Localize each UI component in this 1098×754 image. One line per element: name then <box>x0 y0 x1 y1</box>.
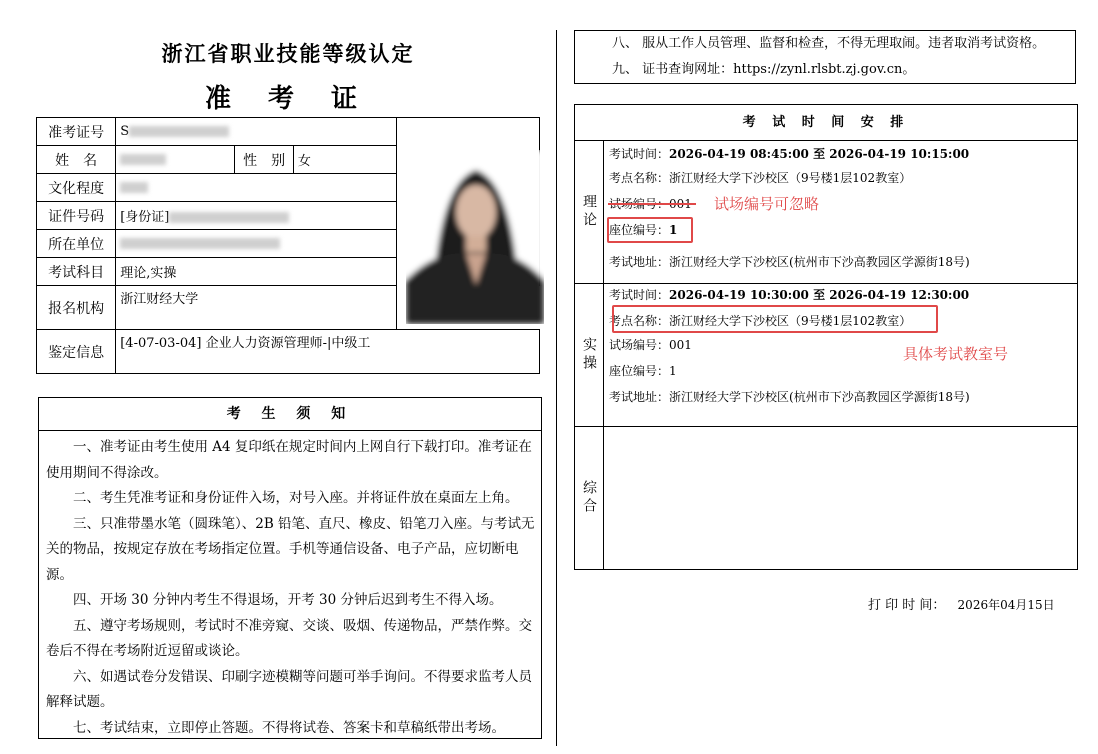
notice-heading: 考 生 须 知 <box>39 398 541 431</box>
agency-label: 报名机构 <box>37 286 116 330</box>
practice-room: 试场编号：001 <box>609 338 692 352</box>
rule-item-8: 八、 服从工作人员管理、监督和检查，不得无理取闹。违者取消考试资格。 <box>612 36 1046 51</box>
schedule-table <box>574 104 1078 570</box>
notice-item: 七、考试结束，立即停止答题。不得将试卷、答案卡和草稿纸带出考场。 <box>73 719 505 736</box>
candidate-photo <box>406 150 544 324</box>
room-strikethrough <box>608 203 696 205</box>
subject-value: 理论,实操 <box>116 258 396 286</box>
name-label: 姓 名 <box>37 146 116 174</box>
site-highlight-box <box>612 305 938 333</box>
notice-item: 四、开场 30 分钟内考生不得退场，开考 30 分钟后迟到考生不得入场。 <box>73 592 503 608</box>
document-title: 浙江省职业技能等级认定 <box>161 41 415 66</box>
ticket-no-label: 准考证号 <box>37 118 116 146</box>
cert-label: 鉴定信息 <box>37 330 116 374</box>
ignore-note: 试场编号可忽略 <box>714 195 820 213</box>
practice-time: 考试时间：2026-04-19 10:30:00 至 2026-04-19 12:30:00 <box>609 288 970 302</box>
education-value <box>116 174 396 202</box>
theory-seat: 座位编号：1 <box>609 223 678 237</box>
notice-item: 五、遵守考场规则，考试时不准旁窥、交谈、吸烟、传递物品，严禁作弊。交卷后不得在考场附近逗留或谈论。 <box>46 617 532 659</box>
document-subtitle: 准 考 证 <box>204 84 372 114</box>
theory-side-label: 理论 <box>575 141 604 283</box>
practice-address: 考试地址：浙江财经大学下沙校区(杭州市下沙高教园区学源街18号) <box>609 390 970 404</box>
employer-label: 所在单位 <box>37 230 116 258</box>
theory-time: 考试时间：2026-04-19 08:45:00 至 2026-04-19 10:15:00 <box>609 147 970 161</box>
page-divider <box>556 30 557 746</box>
schedule-row-practice <box>575 284 1077 427</box>
combined-side-label: 综合 <box>575 427 604 569</box>
print-time-date: 2026年04月15日 <box>957 598 1055 612</box>
print-time-label: 打 印 时 间： <box>868 598 946 613</box>
id-label: 证件号码 <box>37 202 116 230</box>
practice-site: 考点名称：浙江财经大学下沙校区（9号楼1层102教室） <box>609 314 912 328</box>
subject-label: 考试科目 <box>37 258 116 286</box>
rules-box <box>574 30 1076 84</box>
schedule-heading: 考 试 时 间 安 排 <box>575 105 1077 141</box>
education-label: 文化程度 <box>37 174 116 202</box>
gender-label: 性 别 <box>235 146 293 174</box>
candidate-notice <box>38 397 542 739</box>
cert-value: [4-07-03-04] 企业人力资源管理师-|中级工 <box>116 330 540 374</box>
print-time <box>868 594 1055 613</box>
ticket-no-value: S <box>116 118 396 146</box>
notice-item: 一、准考证由考生使用 A4 复印纸在规定时间内上网自行下载打印。准考证在使用期间不得涂改。 <box>46 439 532 481</box>
notice-item: 三、只准带墨水笔（圆珠笔）、2B 铅笔、直尺、橡皮、铅笔刀入座。与考试无关的物品，按规定存放在考场指定位置。手机等通信设备、电子产品，应切断电源。 <box>46 515 535 583</box>
employer-value <box>116 230 396 258</box>
gender-value: 女 <box>293 146 396 174</box>
notice-item: 六、如遇试卷分发错误、印刷字迹模糊等问题可举手询问。不得要求监考人员解释试题。 <box>46 668 532 710</box>
practice-seat: 座位编号：1 <box>609 364 677 378</box>
id-value: [身份证] <box>116 202 396 230</box>
practice-side-label: 实操 <box>575 284 604 426</box>
schedule-row-combined <box>575 427 1077 569</box>
room-note: 具体考试教室号 <box>903 345 1009 363</box>
theory-site: 考点名称：浙江财经大学下沙校区（9号楼1层102教室） <box>609 171 912 185</box>
notice-item: 二、考生凭准考证和身份证件入场，对号入座。并将证件放在桌面左上角。 <box>73 490 519 506</box>
agency-value: 浙江财经大学 <box>116 286 396 330</box>
name-value <box>116 146 235 174</box>
rule-item-9: 九、 证书查询网址：https://zynl.rlsbt.zj.gov.cn。 <box>612 62 916 77</box>
theory-address: 考试地址：浙江财经大学下沙校区(杭州市下沙高教园区学源街18号) <box>609 255 970 269</box>
seat-highlight-box <box>607 217 693 243</box>
schedule-row-theory <box>575 141 1077 284</box>
